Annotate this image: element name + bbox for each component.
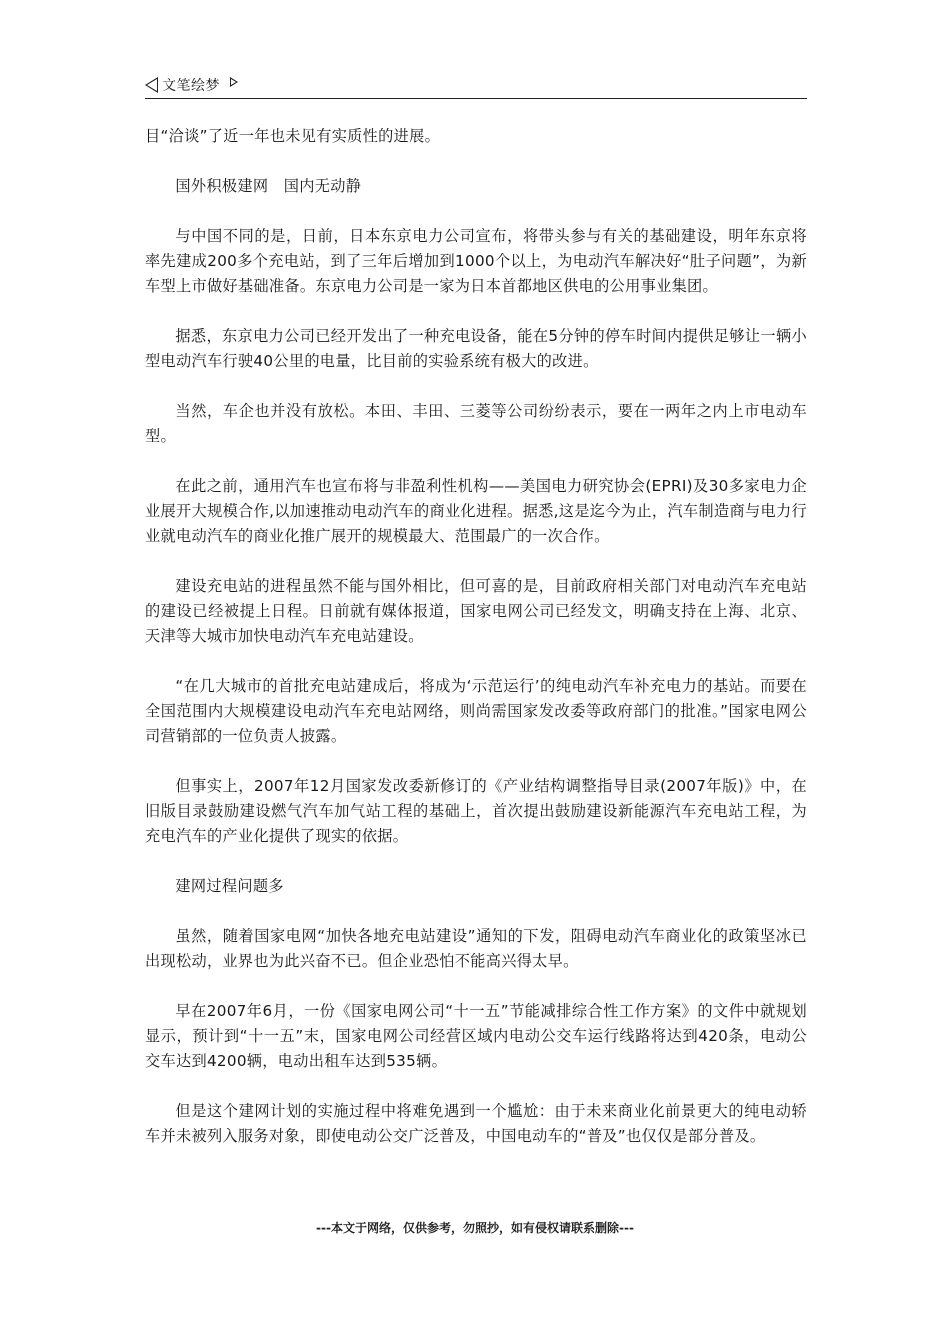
footer-notice: ---本文于网络，仅供参考，勿照抄，如有侵权请联系删除--- [316, 1221, 634, 1235]
section-heading-2: 建网过程问题多 [175, 877, 284, 895]
right-triangle-icon [230, 77, 238, 87]
section-heading-1: 国外积极建网 国内无动静 [175, 177, 362, 195]
paragraph: 早在2007年6月，一份《国家电网公司“十一五”节能减排综合性工作方案》的文件中就规划显示，预计到“十一五”末，国家电网公司经营区域内电动公交车运行线路将达到420条，电动公交车达到4200辆，电动出租车达到535辆。 [145, 1002, 807, 1070]
left-triangle-icon [145, 77, 158, 93]
paragraph: 与中国不同的是，日前，日本东京电力公司宣布，将带头参与有关的基础建设，明年东京将率先建成200多个充电站，到了三年后增加到1000个以上，为电动汽车解决好“肚子问题”，为新车型上市做好基础准备。东京电力公司是一家为日本首都地区供电的公用事业集团。 [145, 227, 807, 295]
paragraph: 据悉，东京电力公司已经开发出了一种充电设备，能在5分钟的停车时间内提供足够让一辆小型电动汽车行驶40公里的电量，比目前的实验系统有极大的改进。 [145, 327, 807, 370]
header-brand: 文笔绘梦 [162, 78, 220, 94]
paragraph: 在此之前，通用汽车也宣布将与非盈利性机构——美国电力研究协会(EPRI)及30多家电力企业展开大规模合作,以加速推动电动汽车的商业化进程。据悉,这是迄今为止，汽车制造商与电力行业就电动汽车的商业化推广展开的规模最大、范围最广的一次合作。 [145, 477, 807, 545]
paragraph: 但是这个建网计划的实施过程中将难免遇到一个尴尬：由于未来商业化前景更大的纯电动轿车并未被列入服务对象，即使电动公交广泛普及，中国电动车的“普及”也仅仅是部分普及。 [145, 1102, 807, 1145]
paragraph-continuation: 目“洽谈”了近一年也未见有实质性的进展。 [145, 127, 441, 145]
page-header [145, 72, 807, 99]
article-body [145, 124, 807, 1174]
paragraph: 建设充电站的进程虽然不能与国外相比，但可喜的是，目前政府相关部门对电动汽车充电站的建设已经被提上日程。日前就有媒体报道，国家电网公司已经发文，明确支持在上海、北京、天津等大城市加快电动汽车充电站建设。 [145, 577, 807, 645]
paragraph: 虽然，随着国家电网“加快各地充电站建设”通知的下发，阻碍电动汽车商业化的政策坚冰已出现松动，业界也为此兴奋不已。但企业恐怕不能高兴得太早。 [145, 927, 807, 970]
paragraph: 当然，车企也并没有放松。本田、丰田、三菱等公司纷纷表示，要在一两年之内上市电动车型。 [145, 402, 807, 445]
paragraph: 但事实上，2007年12月国家发改委新修订的《产业结构调整指导目录(2007年版)》中，在旧版目录鼓励建设燃气汽车加气站工程的基础上，首次提出鼓励建设新能源汽车充电站工程，为充电汽车的产业化提供了现实的依据。 [145, 777, 807, 845]
paragraph: “在几大城市的首批充电站建成后，将成为‘示范运行’的纯电动汽车补充电力的基站。而要在全国范围内大规模建设电动汽车充电站网络，则尚需国家发改委等政府部门的批准。”国家电网公司营销部的一位负责人披露。 [145, 677, 807, 745]
